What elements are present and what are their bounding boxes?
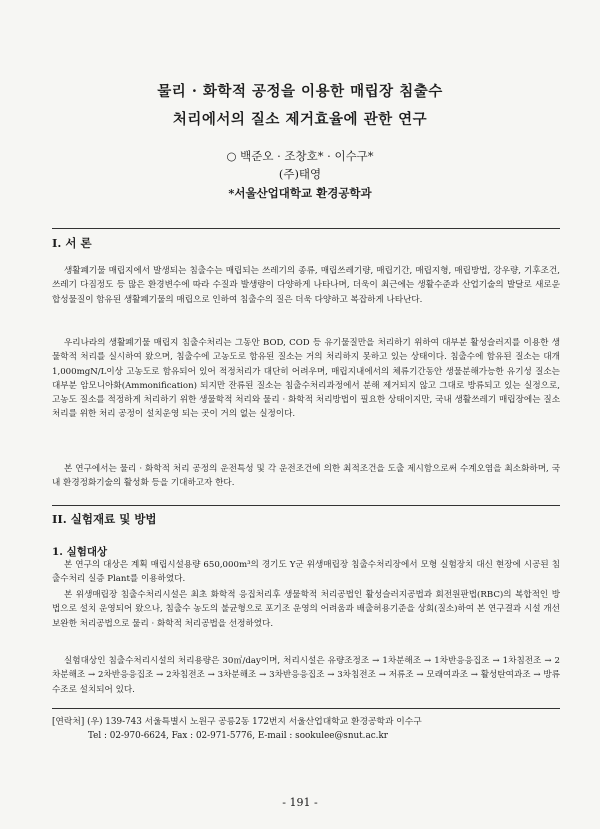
section-1-heading: I. 서 론 [52, 236, 92, 250]
page-number: - 191 - [282, 796, 318, 809]
contact-address: [연락처] (우) 139-743 서울특별시 노원구 공릉2동 172번지 서울산업대학교 환경공학과 이수구 [52, 717, 422, 727]
footer-divider [52, 708, 560, 709]
title-line-2: 처리에서의 질소 제거효율에 관한 연구 [172, 111, 428, 128]
intro-paragraph-2: 우리나라의 생활폐기물 매립지 침출수처리는 그동안 BOD, COD 등 유기물질만을 처리하기 위하여 대부분 활성슬러지를 이용한 생물학적 처리를 실시하여 왔으며, 침출수에 고농도로 함유된 질소는 거의 처리하지 못하고 있는 상태이다. 침출수에 함유된 질소는 대개 1,000mgN/L이상 고농도로 함유되어 있어 적정처리가 대단히 어려우며, 매립지내에서의 체류기간동안 생물분해가능한 유기성 질소는 대부분 암모니아화(Ammonification) 되지만 잔류된 질소는 침출수처리과정에서 분해 제거되지 않고 그대로 방류되고 있는 실정으로, 고농도 질소를 적정하게 처리하기 위한 생물학적 처리와 물리 · 화학적 처리방법이 필요한 상태이지만, 국내 생활쓰레기 매립장에는 질소처리를 위한 처리 공정이 설치운영 되는 곳이 거의 없는 실정이다. [52, 338, 560, 420]
author-list: ○ 백준오 · 조창호* · 이수구* [226, 149, 374, 163]
method-paragraph-1: 본 연구의 대상은 계획 매립시설용량 650,000m³의 경기도 Y군 위생매립장 침출수처리장에서 모형 실험장치 대신 현장에 시공된 침출수처리 실증 Plant를 이용하였다. [52, 560, 560, 585]
subsection-1-heading: 1. 실험대상 [52, 546, 108, 558]
contact-phone-email: Tel : 02-970-6624, Fax : 02-971-5776, E-mail : sookulee@snut.ac.kr [88, 731, 388, 741]
intro-paragraph-1: 생활폐기물 매립지에서 발생되는 침출수는 매립되는 쓰레기의 종류, 매립쓰레기량, 매립기간, 매립지형, 매립방법, 강우량, 기후조건, 쓰레기 다짐정도 등 많은 환경변수에 따라 수질과 발생량이 다양하게 나타나며, 더욱이 최근에는 생활수준과 산업기술의 발달로 새로운 합성물질이 함유된 생활폐기물의 매립으로 인하여 침출수의 질은 더욱 다양하고 복잡하게 나타난다. [52, 266, 560, 305]
section-divider [52, 228, 560, 229]
method-paragraph-2: 본 위생매립장 침출수처리시설은 최초 화학적 응집처리후 생물학적 처리공법인 활성슬러지공법과 회전원판법(RBC)의 복합적인 방법으로 설치 운영되어 왔으나, 침출수 농도의 불균형으로 포기조 운영의 어려움과 배출허용기준을 상회(질소)하여 본 연구결과 시설 개선 보완한 처리공법으로 물리 · 화학적 처리공법을 선정하였다. [52, 590, 560, 629]
title-line-1: 물리 · 화학적 공정을 이용한 매립장 침출수 [157, 83, 443, 100]
method-paragraph-3: 실험대상인 침출수처리시설의 처리용량은 30㎥/day이며, 처리시설은 유량조정조 → 1차분해조 → 1차반응응집조 → 1차침전조 → 2차분해조 → 2차반응응집조 → 2차침전조 → 3차분해조 → 3차반응응집조 → 3차침전조 → 저류조 → 모래여과조 → 활성탄여과조 → 방류수조로 설치되어 있다. [52, 656, 560, 695]
intro-paragraph-3: 본 연구에서는 물리 · 화학적 처리 공정의 운전특성 및 각 운전조건에 의한 최적조건을 도출 제시함으로써 수계오염을 최소화하며, 국내 환경정화기술의 활성화 등을 기대하고자 한다. [52, 464, 560, 489]
section-divider [52, 505, 560, 506]
affiliation-2: *서울산업대학교 환경공학과 [228, 186, 372, 200]
section-2-heading: II. 실험재료 및 방법 [52, 512, 157, 526]
affiliation-1: (주)태영 [278, 167, 322, 181]
